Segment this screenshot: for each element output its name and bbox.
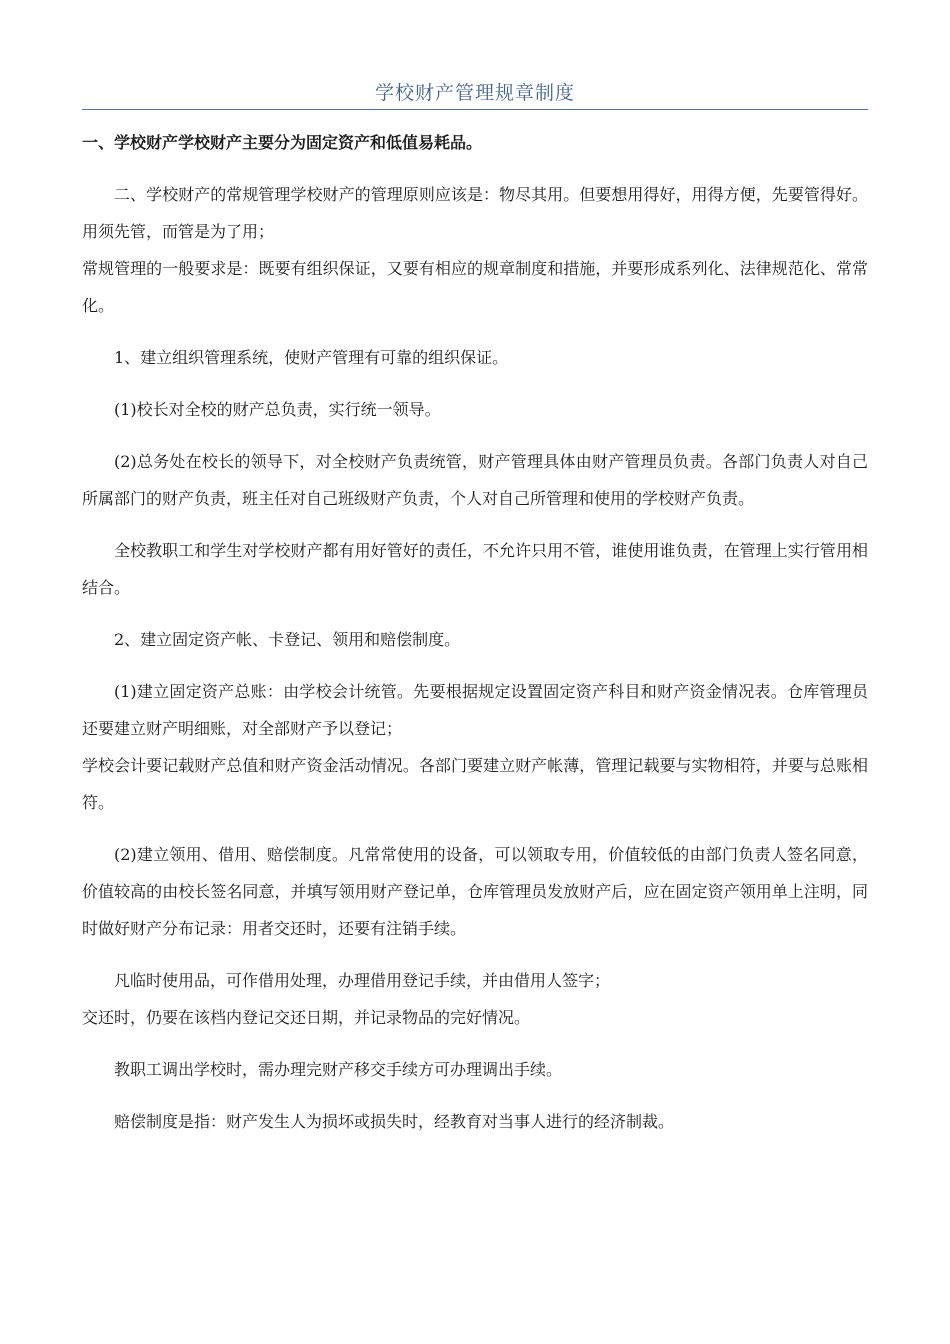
paragraph-return: 交还时，仍要在该档内登记交还日期，并记录物品的完好情况。 [82,1008,531,1027]
paragraph-item-1-2: (2)总务处在校长的领导下，对全校财产负责统管，财产管理具体由财产管理员负责。各部门负责人对自己所属部门的财产负责，班主任对自己班级财产负责，个人对自己所管理和使用的学校财产负责。 [82,452,868,508]
paragraph-section-2: 二、学校财产的常规管理学校财产的管理原则应该是：物尽其用。但要想用得好，用得方便，先要管得好。用须先管，而管是为了用； [82,185,868,241]
paragraph-accounting: 学校会计要记载财产总值和财产资金活动情况。各部门要建立财产帐薄，管理记载要与实物相符，并要与总账相符。 [82,756,868,812]
paragraph-general-requirements: 常规管理的一般要求是：既要有组织保证，又要有相应的规章制度和措施，并要形成系列化、法律规范化、常常化。 [82,259,868,315]
paragraph-item-2-1: (1)建立固定资产总账：由学校会计统管。先要根据规定设置固定资产科目和财产资金情况表。仓库管理员还要建立财产明细账，对全部财产予以登记； [82,682,868,738]
title-underline [82,109,868,110]
paragraph-all-staff: 全校教职工和学生对学校财产都有用好管好的责任，不允许只用不管，谁使用谁负责，在管理上实行管用相结合。 [82,541,868,597]
document-title: 学校财产管理规章制度 [374,82,575,104]
paragraph-item-2: 2、建立固定资产帐、卡登记、领用和赔偿制度。 [114,630,461,649]
paragraph-item-1: 1、建立组织管理系统，使财产管理有可靠的组织保证。 [114,348,509,367]
paragraph-temporary-use: 凡临时使用品，可作借用处理，办理借用登记手续，并由借用人签字； [114,971,611,990]
document-body [82,124,868,1140]
paragraph-compensation: 赔偿制度是指：财产发生人为损坏或损失时，经教育对当事人进行的经济制裁。 [114,1112,675,1131]
section-1-heading: 一、学校财产学校财产主要分为固定资产和低值易耗品。 [82,133,483,152]
paragraph-item-2-2: (2)建立领用、借用、赔偿制度。凡常常使用的设备，可以领取专用，价值较低的由部门负责人签名同意，价值较高的由校长签名同意，并填写领用财产登记单，仓库管理员发放财产后，应在固定资产领用单上注明，同时做好财产分布记录：用者交还时，还要有注销手续。 [82,845,868,938]
paragraph-item-1-1: (1)校长对全校的财产总负责，实行统一领导。 [114,400,441,419]
paragraph-staff-transfer: 教职工调出学校时，需办理完财产移交手续方可办理调出手续。 [114,1060,563,1079]
